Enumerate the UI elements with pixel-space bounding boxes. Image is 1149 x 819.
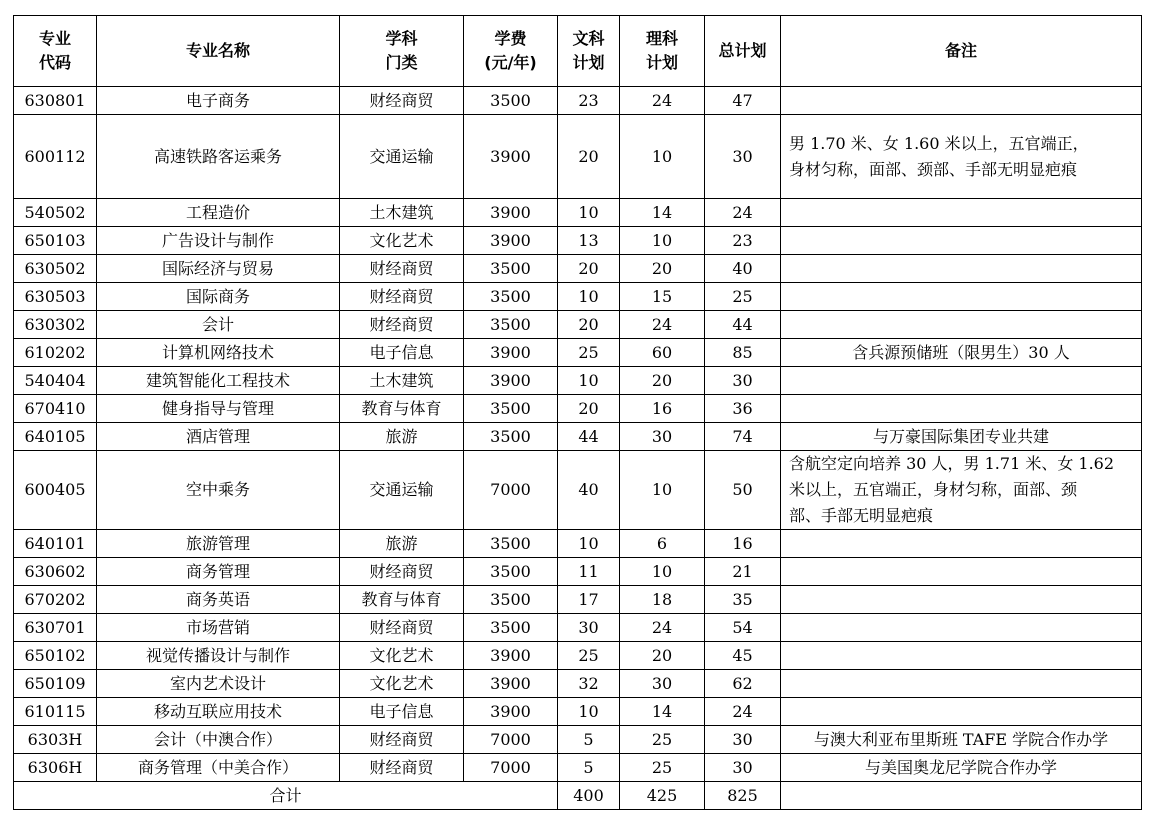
table-row xyxy=(14,754,1142,782)
table-row xyxy=(14,395,1142,423)
table-row xyxy=(14,283,1142,311)
table-row xyxy=(14,530,1142,558)
subject-category: 交通运输 xyxy=(340,451,464,530)
note xyxy=(781,311,1142,339)
arts-plan: 10 xyxy=(558,283,620,311)
note xyxy=(781,670,1142,698)
total-label: 合计 xyxy=(14,782,558,810)
major-code: 630503 xyxy=(14,283,97,311)
subject-category: 电子信息 xyxy=(340,339,464,367)
note xyxy=(781,558,1142,586)
note: 与万豪国际集团专业共建 xyxy=(781,423,1142,451)
science-plan: 24 xyxy=(620,87,705,115)
major-name: 市场营销 xyxy=(97,614,340,642)
arts-plan: 20 xyxy=(558,395,620,423)
arts-plan: 44 xyxy=(558,423,620,451)
tuition-fee: 3500 xyxy=(464,255,558,283)
science-plan: 14 xyxy=(620,199,705,227)
tuition-fee: 3900 xyxy=(464,199,558,227)
table-row xyxy=(14,423,1142,451)
note: 与美国奥龙尼学院合作办学 xyxy=(781,754,1142,782)
tuition-fee: 3900 xyxy=(464,227,558,255)
arts-plan: 25 xyxy=(558,642,620,670)
arts-plan: 32 xyxy=(558,670,620,698)
major-code: 600405 xyxy=(14,451,97,530)
note xyxy=(781,642,1142,670)
arts-plan: 13 xyxy=(558,227,620,255)
science-plan: 18 xyxy=(620,586,705,614)
total-plan: 50 xyxy=(705,451,781,530)
subject-category: 旅游 xyxy=(340,530,464,558)
tuition-fee: 3500 xyxy=(464,311,558,339)
tuition-fee: 3500 xyxy=(464,283,558,311)
subject-category: 财经商贸 xyxy=(340,87,464,115)
subject-category: 教育与体育 xyxy=(340,395,464,423)
tuition-fee: 3500 xyxy=(464,395,558,423)
note xyxy=(781,283,1142,311)
major-name: 国际经济与贸易 xyxy=(97,255,340,283)
total-row xyxy=(14,782,1142,810)
subject-category: 电子信息 xyxy=(340,698,464,726)
major-code: 650103 xyxy=(14,227,97,255)
note: 含兵源预储班（限男生）30 人 xyxy=(781,339,1142,367)
subject-category: 文化艺术 xyxy=(340,642,464,670)
table-row xyxy=(14,451,1142,530)
arts-plan: 25 xyxy=(558,339,620,367)
major-name: 计算机网络技术 xyxy=(97,339,340,367)
table-row xyxy=(14,367,1142,395)
table-row xyxy=(14,614,1142,642)
major-name: 视觉传播设计与制作 xyxy=(97,642,340,670)
major-name: 会计（中澳合作） xyxy=(97,726,340,754)
total-plan: 30 xyxy=(705,115,781,199)
major-code: 610202 xyxy=(14,339,97,367)
science-plan: 10 xyxy=(620,115,705,199)
arts-plan: 40 xyxy=(558,451,620,530)
science-plan: 30 xyxy=(620,423,705,451)
major-name: 商务管理 xyxy=(97,558,340,586)
major-name: 建筑智能化工程技术 xyxy=(97,367,340,395)
subject-category: 财经商贸 xyxy=(340,754,464,782)
arts-plan: 10 xyxy=(558,530,620,558)
tuition-fee: 3900 xyxy=(464,367,558,395)
major-name: 电子商务 xyxy=(97,87,340,115)
arts-plan: 20 xyxy=(558,115,620,199)
table-row xyxy=(14,255,1142,283)
major-name: 移动互联应用技术 xyxy=(97,698,340,726)
subject-category: 财经商贸 xyxy=(340,726,464,754)
science-plan: 20 xyxy=(620,255,705,283)
major-name: 工程造价 xyxy=(97,199,340,227)
note xyxy=(781,87,1142,115)
science-plan: 10 xyxy=(620,227,705,255)
arts-plan: 10 xyxy=(558,199,620,227)
subject-category: 财经商贸 xyxy=(340,283,464,311)
tuition-fee: 3900 xyxy=(464,642,558,670)
major-name: 酒店管理 xyxy=(97,423,340,451)
table-row xyxy=(14,670,1142,698)
science-plan: 14 xyxy=(620,698,705,726)
major-code: 630801 xyxy=(14,87,97,115)
major-code: 640105 xyxy=(14,423,97,451)
header-fee: 学费 (元/年) xyxy=(464,16,558,87)
table-row xyxy=(14,87,1142,115)
total-plan: 23 xyxy=(705,227,781,255)
major-code: 540502 xyxy=(14,199,97,227)
table-row xyxy=(14,339,1142,367)
total-note xyxy=(781,782,1142,810)
total-plan: 45 xyxy=(705,642,781,670)
note xyxy=(781,614,1142,642)
total-plan: 35 xyxy=(705,586,781,614)
total-plan: 62 xyxy=(705,670,781,698)
arts-plan: 20 xyxy=(558,255,620,283)
major-code: 630502 xyxy=(14,255,97,283)
arts-plan: 5 xyxy=(558,754,620,782)
arts-plan: 17 xyxy=(558,586,620,614)
total-plan: 24 xyxy=(705,698,781,726)
table-row xyxy=(14,558,1142,586)
tuition-fee: 7000 xyxy=(464,754,558,782)
major-name: 商务英语 xyxy=(97,586,340,614)
table-row xyxy=(14,199,1142,227)
header-science-plan: 理科 计划 xyxy=(620,16,705,87)
science-plan: 60 xyxy=(620,339,705,367)
header-code: 专业 代码 xyxy=(14,16,97,87)
note: 与澳大利亚布里斯班 TAFE 学院合作办学 xyxy=(781,726,1142,754)
science-plan: 16 xyxy=(620,395,705,423)
tuition-fee: 3900 xyxy=(464,339,558,367)
arts-plan: 10 xyxy=(558,367,620,395)
table-row xyxy=(14,642,1142,670)
major-name: 空中乘务 xyxy=(97,451,340,530)
table-row xyxy=(14,115,1142,199)
major-code: 630701 xyxy=(14,614,97,642)
major-name: 商务管理（中美合作） xyxy=(97,754,340,782)
total-science: 425 xyxy=(620,782,705,810)
total-plan: 24 xyxy=(705,199,781,227)
table-row xyxy=(14,586,1142,614)
major-name: 旅游管理 xyxy=(97,530,340,558)
major-code: 650109 xyxy=(14,670,97,698)
table-row xyxy=(14,227,1142,255)
tuition-fee: 3900 xyxy=(464,698,558,726)
subject-category: 旅游 xyxy=(340,423,464,451)
enrollment-plan-table-wrapper xyxy=(13,15,1142,810)
major-code: 670202 xyxy=(14,586,97,614)
major-code: 6306H xyxy=(14,754,97,782)
note xyxy=(781,367,1142,395)
science-plan: 20 xyxy=(620,642,705,670)
major-code: 610115 xyxy=(14,698,97,726)
table-body xyxy=(14,87,1142,782)
major-name: 国际商务 xyxy=(97,283,340,311)
science-plan: 10 xyxy=(620,558,705,586)
subject-category: 财经商贸 xyxy=(340,558,464,586)
subject-category: 文化艺术 xyxy=(340,227,464,255)
subject-category: 财经商贸 xyxy=(340,255,464,283)
note xyxy=(781,586,1142,614)
total-plan: 30 xyxy=(705,367,781,395)
table-row xyxy=(14,726,1142,754)
major-code: 640101 xyxy=(14,530,97,558)
note xyxy=(781,395,1142,423)
total-plan: 36 xyxy=(705,395,781,423)
header-name: 专业名称 xyxy=(97,16,340,87)
subject-category: 文化艺术 xyxy=(340,670,464,698)
arts-plan: 20 xyxy=(558,311,620,339)
table-row xyxy=(14,698,1142,726)
major-name: 室内艺术设计 xyxy=(97,670,340,698)
arts-plan: 5 xyxy=(558,726,620,754)
header-total-plan: 总计划 xyxy=(705,16,781,87)
note xyxy=(781,255,1142,283)
total-plan: 16 xyxy=(705,530,781,558)
major-code: 630602 xyxy=(14,558,97,586)
arts-plan: 23 xyxy=(558,87,620,115)
major-code: 600112 xyxy=(14,115,97,199)
arts-plan: 11 xyxy=(558,558,620,586)
total-plan: 47 xyxy=(705,87,781,115)
major-name: 广告设计与制作 xyxy=(97,227,340,255)
subject-category: 土木建筑 xyxy=(340,367,464,395)
tuition-fee: 3900 xyxy=(464,115,558,199)
arts-plan: 30 xyxy=(558,614,620,642)
science-plan: 10 xyxy=(620,451,705,530)
table-row xyxy=(14,311,1142,339)
major-code: 650102 xyxy=(14,642,97,670)
note xyxy=(781,199,1142,227)
major-name: 高速铁路客运乘务 xyxy=(97,115,340,199)
header-row xyxy=(14,16,1142,87)
total-plan: 44 xyxy=(705,311,781,339)
arts-plan: 10 xyxy=(558,698,620,726)
subject-category: 教育与体育 xyxy=(340,586,464,614)
note: 男 1.70 米、女 1.60 米以上，五官端正， 身材匀称，面部、颈部、手部无明显疤痕 xyxy=(781,115,1142,199)
science-plan: 24 xyxy=(620,614,705,642)
total-plan: 21 xyxy=(705,558,781,586)
subject-category: 土木建筑 xyxy=(340,199,464,227)
total-arts: 400 xyxy=(558,782,620,810)
science-plan: 6 xyxy=(620,530,705,558)
subject-category: 财经商贸 xyxy=(340,614,464,642)
subject-category: 财经商贸 xyxy=(340,311,464,339)
total-plan: 25 xyxy=(705,283,781,311)
tuition-fee: 3500 xyxy=(464,530,558,558)
total-plan: 825 xyxy=(705,782,781,810)
total-plan: 54 xyxy=(705,614,781,642)
science-plan: 30 xyxy=(620,670,705,698)
note: 含航空定向培养 30 人，男 1.71 米、女 1.62 米以上，五官端正，身材匀称，面部、颈 部、手部无明显疤痕 xyxy=(781,451,1142,530)
header-note: 备注 xyxy=(781,16,1142,87)
major-name: 会计 xyxy=(97,311,340,339)
total-plan: 85 xyxy=(705,339,781,367)
note xyxy=(781,530,1142,558)
tuition-fee: 3900 xyxy=(464,670,558,698)
header-arts-plan: 文科 计划 xyxy=(558,16,620,87)
science-plan: 25 xyxy=(620,726,705,754)
major-code: 630302 xyxy=(14,311,97,339)
tuition-fee: 3500 xyxy=(464,87,558,115)
science-plan: 25 xyxy=(620,754,705,782)
science-plan: 15 xyxy=(620,283,705,311)
tuition-fee: 3500 xyxy=(464,423,558,451)
major-code: 670410 xyxy=(14,395,97,423)
major-code: 540404 xyxy=(14,367,97,395)
subject-category: 交通运输 xyxy=(340,115,464,199)
science-plan: 20 xyxy=(620,367,705,395)
total-plan: 30 xyxy=(705,726,781,754)
total-plan: 74 xyxy=(705,423,781,451)
total-plan: 40 xyxy=(705,255,781,283)
note xyxy=(781,227,1142,255)
tuition-fee: 3500 xyxy=(464,558,558,586)
tuition-fee: 7000 xyxy=(464,451,558,530)
enrollment-plan-table xyxy=(13,15,1142,810)
major-code: 6303H xyxy=(14,726,97,754)
tuition-fee: 7000 xyxy=(464,726,558,754)
tuition-fee: 3500 xyxy=(464,614,558,642)
tuition-fee: 3500 xyxy=(464,586,558,614)
header-category: 学科 门类 xyxy=(340,16,464,87)
total-plan: 30 xyxy=(705,754,781,782)
science-plan: 24 xyxy=(620,311,705,339)
major-name: 健身指导与管理 xyxy=(97,395,340,423)
note xyxy=(781,698,1142,726)
